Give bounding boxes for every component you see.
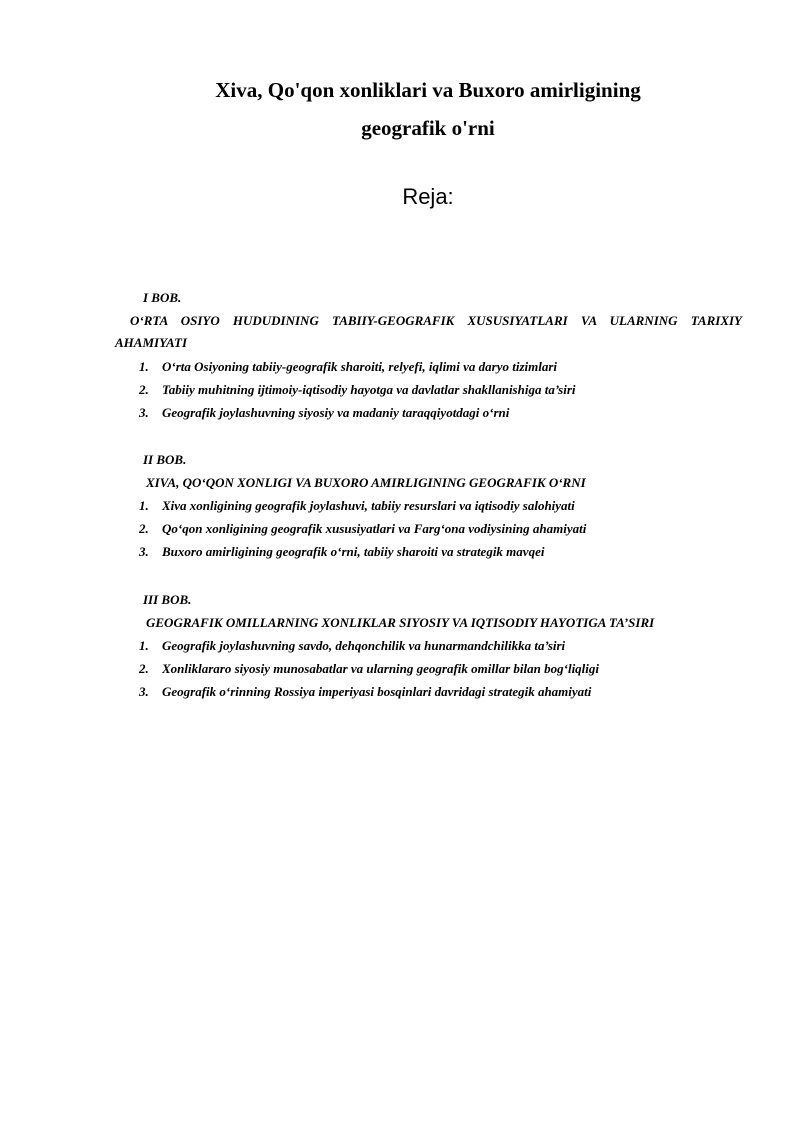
item-text: Geografik joylashuvning siyosiy va madaniy taraqqiyotdagi o‘rni [162,405,510,420]
item-number: 2. [139,661,149,676]
chapter-1-item-2 [139,382,576,398]
item-text: Geografik joylashuvning savdo, dehqonchilik va hunarmandchilikka ta’siri [162,638,566,653]
document-title-line-2: geografik o'rni [361,116,495,140]
chapter-3-label: III BOB. [143,592,192,607]
item-text: Buxoro amirligining geografik o‘rni, tabiiy sharoiti va strategik mavqei [162,544,545,559]
chapter-3-item-2 [139,661,599,677]
item-text: Xiva xonligining geografik joylashuvi, tabiiy resurslari va iqtisodiy salohiyati [162,498,575,513]
chapter-3-item-1 [139,638,565,654]
item-number: 1. [139,359,149,374]
chapter-3-item-3 [139,684,591,700]
item-text: Tabiiy muhitning ijtimoiy-iqtisodiy hayotga va davlatlar shakllanishiga ta’siri [162,382,576,397]
chapter-2-label: II BOB. [143,452,187,467]
item-text: Xonliklararo siyosiy munosabatlar va ularning geografik omillar bilan bog‘liqligi [162,661,600,676]
chapter-2-item-1 [139,498,575,514]
chapter-3-heading: GEOGRAFIK OMILLARNING XONLIKLAR SIYOSIY VA IQTISODIY HAYOTIGA TA’SIRI [146,615,655,630]
chapter-1-item-1 [139,359,557,375]
chapter-1-item-3 [139,405,509,421]
document-title-line-1: Xiva, Qo'qon xonliklari va Buxoro amirligining [215,78,641,102]
plan-heading: Reja: [402,184,454,209]
item-number: 3. [139,684,149,699]
chapter-1-heading: O‘RTA OSIYO HUDUDINING TABIIY-GEOGRAFIK XUSUSIYATLARI VA ULARNING TARIXIY AHAMIYATI [115,313,742,350]
item-number: 3. [139,544,149,559]
chapter-1-label: I BOB. [143,290,182,305]
item-number: 1. [139,498,149,513]
item-text: O‘rta Osiyoning tabiiy-geografik sharoiti, relyefi, iqlimi va daryo tizimlari [162,359,558,374]
item-number: 1. [139,638,149,653]
item-number: 2. [139,521,149,536]
item-text: Geografik o‘rinning Rossiya imperiyasi bosqinlari davridagi strategik ahamiyati [162,684,592,699]
item-number: 3. [139,405,149,420]
chapter-2-item-2 [139,521,586,537]
chapter-2-heading: XIVA, QO‘QON XONLIGI VA BUXORO AMIRLIGINING GEOGRAFIK O‘RNI [146,475,586,490]
item-text: Qo‘qon xonligining geografik xususiyatlari va Farg‘ona vodiysining ahamiyati [162,521,587,536]
chapter-2-item-3 [139,544,544,560]
item-number: 2. [139,382,149,397]
